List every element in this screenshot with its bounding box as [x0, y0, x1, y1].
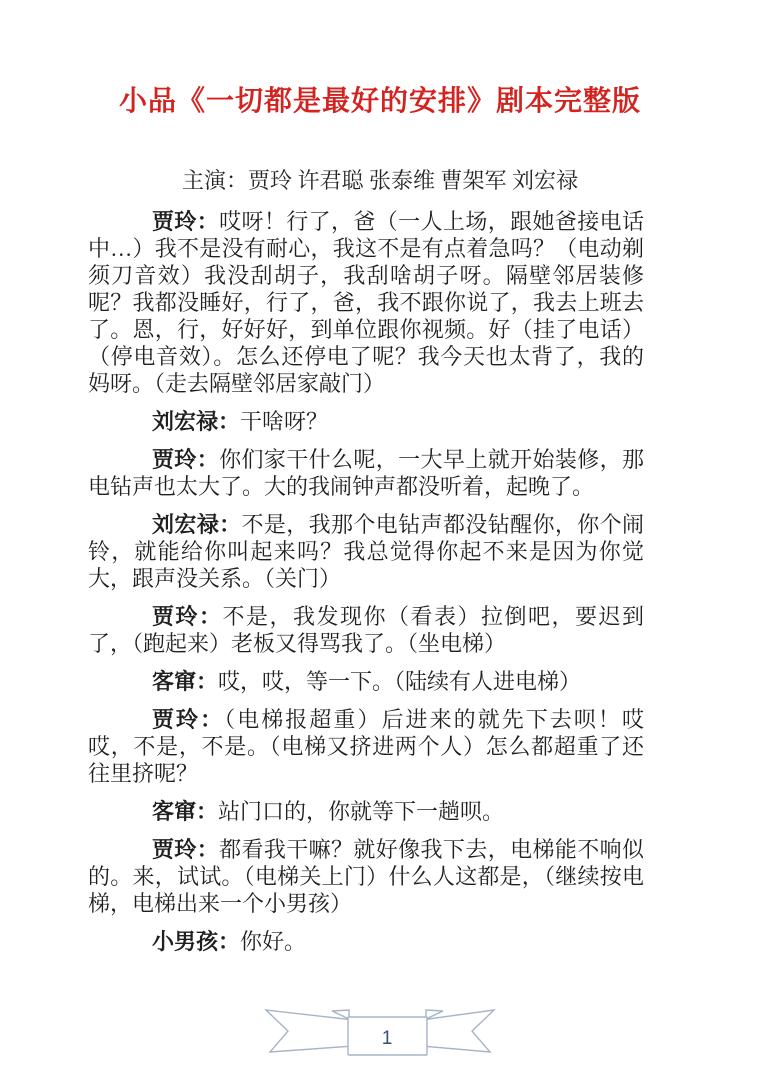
dialogue-paragraph	[88, 928, 644, 955]
dialogue-paragraph	[88, 446, 644, 500]
dialogue-text: 哎，哎，等一下。（陆续有人进电梯）	[218, 669, 582, 694]
speaker-name: 刘宏禄：	[152, 512, 242, 537]
dialogue-paragraph	[88, 668, 644, 695]
speaker-name: 贾玲：	[152, 209, 220, 234]
speaker-name: 小男孩：	[152, 929, 241, 954]
dialogue-text: 都看我干嘛？就好像我下去，电梯能不响似的。来，试试。（电梯关上门）什么人这都是，（继续按电梯，电梯出来一个小男孩）	[88, 837, 644, 916]
speaker-name: 贾玲：	[152, 604, 223, 629]
speaker-name: 贾玲：	[152, 707, 225, 732]
speaker-name: 客窜：	[152, 799, 219, 824]
speaker-name: 贾玲：	[152, 837, 220, 862]
speaker-name: 刘宏禄：	[152, 409, 241, 434]
dialogue-text: 干啥呀？	[240, 409, 329, 434]
dialogue-paragraph	[88, 798, 644, 825]
dialogue-paragraph	[88, 511, 644, 592]
dialogue-text: 不是，我发现你（看表）拉倒吧，要迟到了，（跑起来）老板又得骂我了。（坐电梯）	[88, 604, 644, 656]
page-number: 1	[381, 1028, 393, 1049]
dialogue-text: （电梯报超重）后进来的就先下去呗！哎哎，不是，不是。（电梯又挤进两个人）怎么都超重了还往里挤呢？	[88, 707, 644, 786]
dialogue-paragraph	[88, 603, 644, 657]
speaker-name: 客窜：	[152, 669, 219, 694]
dialogue-text: 不是，我那个电钻声都没钻醒你，你个闹铃，就能给你叫起来吗？我总觉得你起不来是因为你觉大，跟声没关系。（关门）	[88, 512, 644, 591]
ribbon-left-wing	[266, 1010, 354, 1052]
dialogue-paragraph	[88, 408, 644, 435]
script-body	[88, 208, 644, 955]
speaker-name: 贾玲：	[152, 447, 220, 472]
dialogue-text: 哎呀！行了，爸（一人上场，跟她爸接电话中…）我不是没有耐心，我这不是有点着急吗？（电动剃须刀音效）我没刮胡子，我刮啥胡子呀。隔壁邻居装修呢？我都没睡好，行了，爸，我不跟你说了，我去上班去了。恩，行，好好好，到单位跟你视频。好（挂了电话）（停电音效）。怎么还停电了呢？我今天也太背了，我的妈呀。（走去隔壁邻居家敲门）	[88, 209, 644, 396]
dialogue-text: 你们家干什么呢，一大早上就开始装修，那电钻声也太大了。大的我闹钟声都没听着，起晚了。	[88, 447, 644, 499]
dialogue-text: 站门口的，你就等下一趟呗。	[218, 799, 505, 824]
page-number-ribbon	[260, 1004, 500, 1070]
dialogue-paragraph	[88, 836, 644, 917]
dialogue-paragraph	[88, 208, 644, 397]
dialogue-paragraph	[88, 706, 644, 787]
page-title: 小品《一切都是最好的安排》剧本完整版	[118, 86, 641, 117]
dialogue-text: 你好。	[240, 929, 307, 954]
cast-line: 主演：贾玲 许君聪 张泰维 曹架军 刘宏禄	[181, 168, 578, 193]
